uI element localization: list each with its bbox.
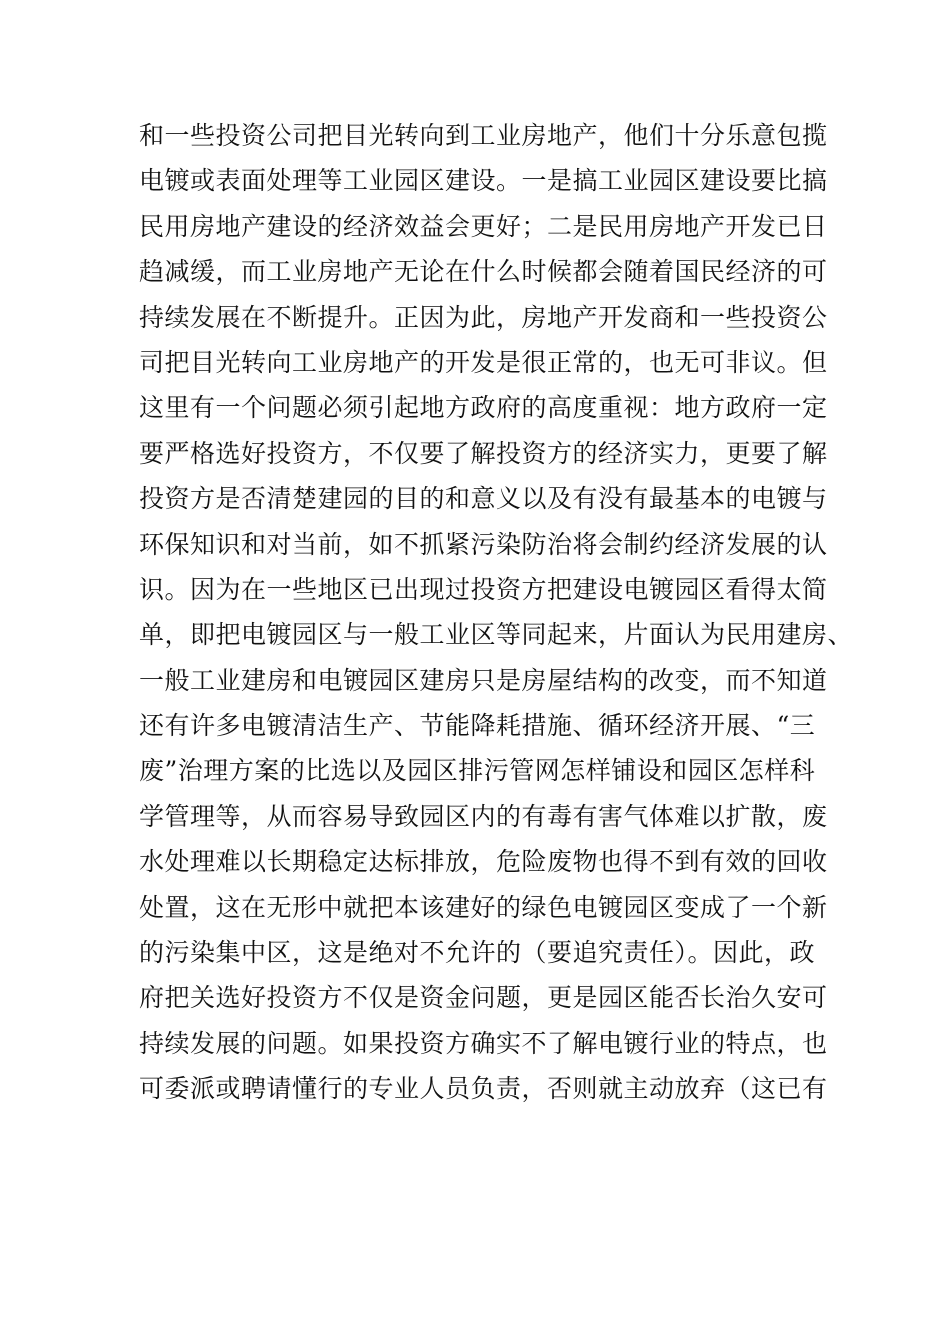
text-line-21: 持续发展的问题。如果投资方确实不了解电镀行业的特点，也 [139, 1028, 828, 1058]
text-line-12: 单，即把电镀园区与一般工业区等同起来，片面认为民用建房、 [139, 620, 854, 650]
text-line-17: 水处理难以长期稳定达标排放，危险废物也得不到有效的回收 [139, 847, 828, 877]
text-line-16: 学管理等，从而容易导致园区内的有毒有害气体难以扩散，废 [139, 801, 828, 831]
text-line-20: 府把关选好投资方不仅是资金问题，更是园区能否长治久安可 [139, 983, 828, 1013]
text-line-7: 这里有一个问题必须引起地方政府的高度重视：地方政府一定 [139, 393, 828, 423]
text-line-4: 趋减缓，而工业房地产无论在什么时候都会随着国民经济的可 [139, 257, 828, 287]
text-line-19: 的污染集中区，这是绝对不允许的（要追究责任）。因此，政 [139, 938, 816, 968]
text-line-3: 民用房地产建设的经济效益会更好；二是民用房地产开发已日 [139, 211, 828, 241]
body-text [139, 113, 854, 1112]
text-line-9: 投资方是否清楚建园的目的和意义以及有没有最基本的电镀与 [139, 484, 828, 514]
text-line-14: 还有许多电镀清洁生产、节能降耗措施、循环经济开展、“三 [139, 711, 816, 741]
text-line-10: 环保知识和对当前，如不抓紧污染防治将会制约经济发展的认 [139, 529, 828, 559]
text-line-22: 可委派或聘请懂行的专业人员负责，否则就主动放弃（这已有 [139, 1074, 828, 1104]
text-line-2: 电镀或表面处理等工业园区建设。一是搞工业园区建设要比搞 [139, 166, 828, 196]
text-line-5: 持续发展在不断提升。正因为此，房地产开发商和一些投资公 [139, 302, 828, 332]
text-line-8: 要严格选好投资方，不仅要了解投资方的经济实力，更要了解 [139, 438, 828, 468]
text-line-13: 一般工业建房和电镀园区建房只是房屋结构的改变，而不知道 [139, 665, 828, 695]
text-line-11: 识。因为在一些地区已出现过投资方把建设电镀园区看得太简 [139, 574, 828, 604]
text-line-6: 司把目光转向工业房地产的开发是很正常的，也无可非议。但 [139, 347, 828, 377]
text-line-15: 废”治理方案的比选以及园区排污管网怎样铺设和园区怎样科 [139, 756, 816, 786]
text-line-18: 处置，这在无形中就把本该建好的绿色电镀园区变成了一个新 [139, 892, 828, 922]
text-line-1: 和一些投资公司把目光转向到工业房地产，他们十分乐意包揽 [139, 121, 828, 150]
